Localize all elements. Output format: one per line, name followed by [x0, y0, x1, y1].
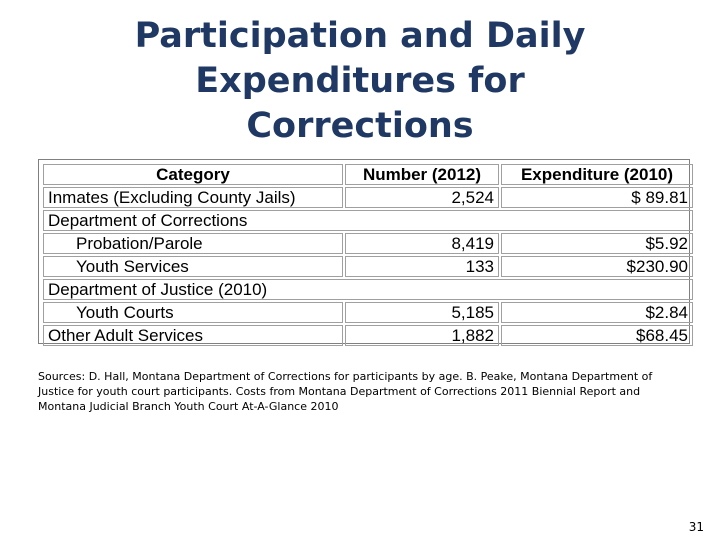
row-category: Youth Courts [43, 302, 343, 323]
row-number: 5,185 [345, 302, 499, 323]
table-row [43, 302, 693, 323]
sources-note: Sources: D. Hall, Montana Department of Corrections for participants by age. B. Peake, Montana Department of Justice for youth court participants. Costs from Montana Department of Corrections 2011 Biennial Report and Montana Judicial Branch Youth Court At-A-Glance 2010 [38, 370, 653, 413]
slide-title [60, 14, 660, 149]
row-expenditure: $ 89.81 [501, 187, 693, 208]
row-number: 1,882 [345, 325, 499, 346]
data-table-container [38, 159, 690, 344]
row-category: Inmates (Excluding County Jails) [43, 187, 343, 208]
row-number: 2,524 [345, 187, 499, 208]
table-section-row [43, 279, 693, 300]
header-expenditure: Expenditure (2010) [501, 164, 693, 185]
row-expenditure: $2.84 [501, 302, 693, 323]
table-row [43, 325, 693, 346]
page-number: 31 [688, 520, 704, 534]
row-category: Other Adult Services [43, 325, 343, 346]
row-number: 133 [345, 256, 499, 277]
table-row [43, 233, 693, 254]
row-number: 8,419 [345, 233, 499, 254]
table-row [43, 256, 693, 277]
row-expenditure: $68.45 [501, 325, 693, 346]
header-category: Category [43, 164, 343, 185]
table-section-row [43, 210, 693, 231]
row-category: Youth Services [43, 256, 343, 277]
row-category: Probation/Parole [43, 233, 343, 254]
title-line-1: Participation and Daily [134, 16, 586, 56]
title-line-3: Corrections [246, 106, 474, 146]
corrections-table [41, 162, 695, 348]
row-category: Department of Justice (2010) [43, 279, 693, 300]
table-header-row [43, 164, 693, 185]
row-expenditure: $5.92 [501, 233, 693, 254]
row-category: Department of Corrections [43, 210, 693, 231]
table-row [43, 187, 693, 208]
row-expenditure: $230.90 [501, 256, 693, 277]
title-line-2: Expenditures for [195, 61, 525, 101]
header-number: Number (2012) [345, 164, 499, 185]
